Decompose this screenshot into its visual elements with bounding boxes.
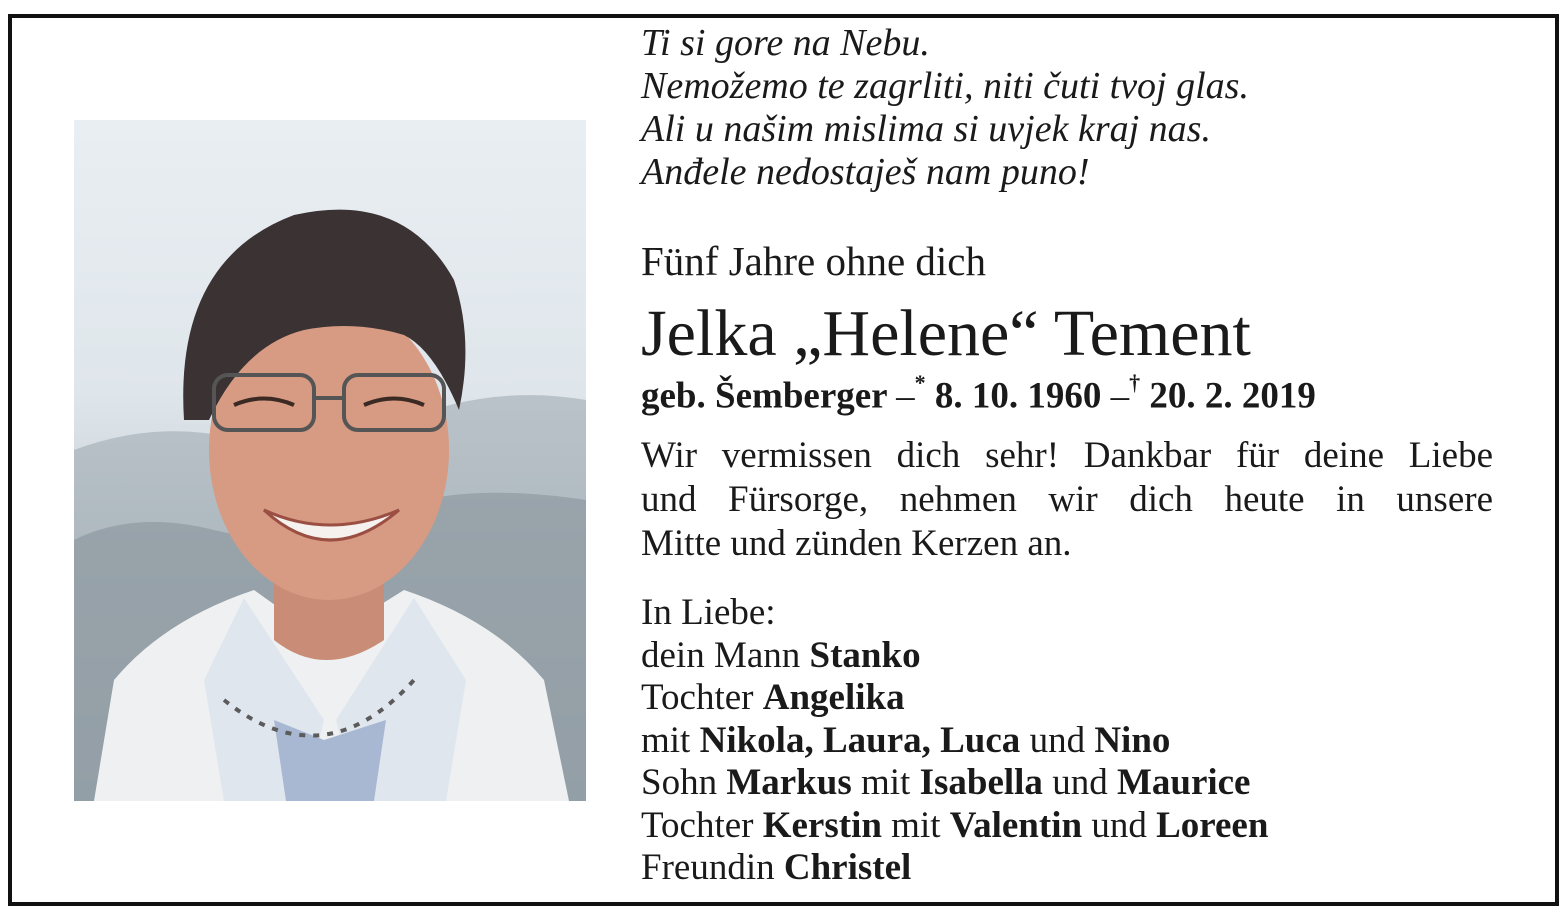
family-relation-text: mit bbox=[851, 762, 920, 804]
family-lines bbox=[641, 635, 1501, 890]
poem-line: Ti si gore na Nebu. bbox=[641, 22, 930, 64]
family-relation-text: Sohn bbox=[641, 762, 727, 804]
family-member-line bbox=[641, 635, 1501, 678]
family-member-name: Christel bbox=[783, 847, 912, 889]
death-date: 20. 2. 2019 bbox=[1149, 375, 1316, 417]
family-member-line bbox=[641, 847, 1501, 890]
family-member-line bbox=[641, 762, 1501, 805]
birth-name: geb. Šemberger bbox=[641, 375, 887, 417]
family-member-name: Nino bbox=[1094, 719, 1171, 761]
message-line: und Fürsorge, nehmen wir dich heute in unsere bbox=[641, 479, 1493, 521]
notice-text-column bbox=[641, 22, 1501, 890]
family-relation-text: und bbox=[1042, 762, 1117, 804]
family-member-name: Loreen bbox=[1156, 804, 1269, 846]
anniversary-subtitle: Fünf Jahre ohne dich bbox=[641, 238, 986, 284]
family-signature bbox=[641, 592, 1501, 890]
family-member-line bbox=[641, 677, 1501, 720]
family-relation-text: mit bbox=[881, 804, 950, 846]
death-symbol: † bbox=[1129, 370, 1141, 395]
family-member-name: Nikola, Laura, Luca bbox=[699, 719, 1021, 761]
family-member-name: Kerstin bbox=[762, 804, 882, 846]
dash-separator: – bbox=[896, 375, 915, 417]
birth-symbol: * bbox=[914, 370, 926, 395]
family-relation-text: und bbox=[1020, 719, 1095, 761]
deceased-name: Jelka „Helene“ Tement bbox=[641, 297, 1251, 370]
poem bbox=[641, 22, 1501, 194]
message-line: Mitte und zünden Kerzen an. bbox=[641, 523, 1072, 565]
family-member-name: Maurice bbox=[1116, 762, 1251, 804]
family-relation-text: Tochter bbox=[641, 677, 763, 719]
family-relation-text: Freundin bbox=[641, 847, 784, 889]
family-member-name: Isabella bbox=[919, 762, 1043, 804]
memorial-message bbox=[641, 434, 1493, 566]
life-dates bbox=[641, 367, 1501, 416]
family-member-name: Stanko bbox=[809, 634, 921, 676]
family-relation-text: mit bbox=[641, 719, 700, 761]
poem-line: Ali u našim mislima si uvjek kraj nas. bbox=[641, 108, 1211, 150]
message-line: Wir vermissen dich sehr! Dankbar für deine Liebe bbox=[641, 435, 1493, 477]
family-member-name: Angelika bbox=[762, 677, 905, 719]
family-relation-text: dein Mann bbox=[641, 634, 810, 676]
dash-separator: – bbox=[1110, 375, 1130, 417]
poem-line: Nemožemo te zagrliti, niti čuti tvoj glas. bbox=[641, 65, 1249, 107]
birth-date: 8. 10. 1960 bbox=[934, 375, 1102, 417]
family-heading: In Liebe: bbox=[641, 592, 776, 634]
family-relation-text: Tochter bbox=[641, 804, 763, 846]
family-member-line bbox=[641, 720, 1501, 763]
portrait-photo bbox=[74, 120, 586, 801]
family-member-name: Valentin bbox=[949, 804, 1083, 846]
poem-line: Anđele nedostaješ nam puno! bbox=[641, 151, 1090, 193]
family-relation-text: und bbox=[1082, 804, 1157, 846]
family-member-name: Markus bbox=[726, 762, 852, 804]
family-member-line bbox=[641, 805, 1501, 848]
